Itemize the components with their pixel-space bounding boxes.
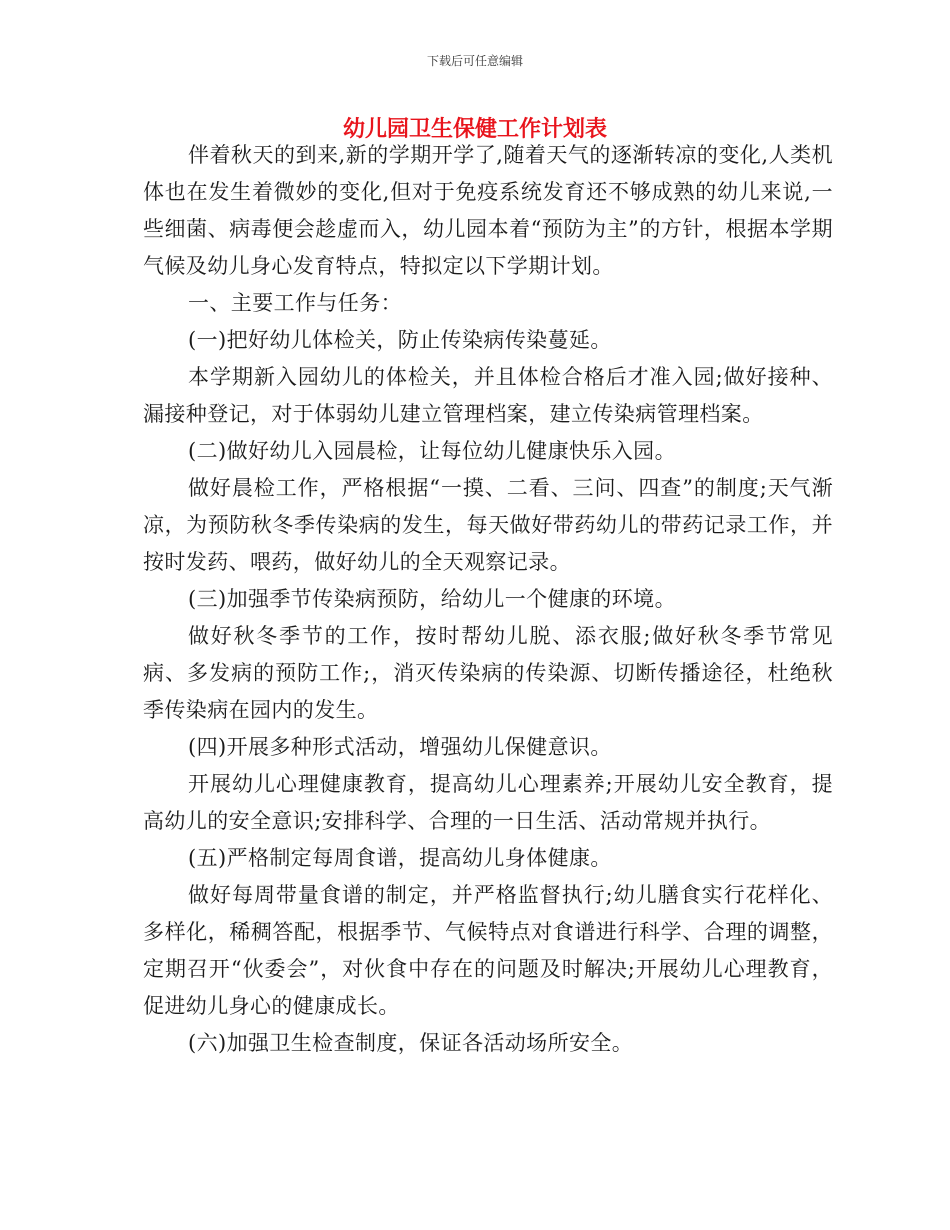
subsection-heading-1: (一)把好幼儿体检关，防止传染病传染蔓延。 xyxy=(188,328,612,352)
section-heading-main-tasks: 一、主要工作与任务： xyxy=(188,291,402,315)
subsection-body-1: 本学期新入园幼儿的体检关，并且体检合格后才准入园;做好接种、漏接种登记，对于体弱幼儿建立管理档案，建立传染病管理档案。 xyxy=(143,365,833,426)
subsection-body-4: 开展幼儿心理健康教育，提高幼儿心理素养;开展幼儿安全教育，提高幼儿的安全意识;安排科学、合理的一日生活、活动常规并执行。 xyxy=(143,772,833,833)
subsection-heading-5: (五)严格制定每周食谱，提高幼儿身体健康。 xyxy=(188,846,612,870)
subsection-heading-6: (六)加强卫生检查制度，保证各活动场所安全。 xyxy=(188,1031,634,1055)
subsection-heading-4: (四)开展多种形式活动，增强幼儿保健意识。 xyxy=(188,735,612,759)
page-header-note: 下载后可任意编辑 xyxy=(426,54,523,68)
subsection-body-5: 做好每周带量食谱的制定，并严格监督执行;幼儿膳食实行花样化、多样化，稀稠答配，根据季节、气候特点对食谱进行科学、合理的调整，定期召开“伙委会”，对伙食中存在的问题及时解决;开展幼儿心理教育，促进幼儿身心的健康成长。 xyxy=(143,883,833,1018)
subsection-heading-2: (二)做好幼儿入园晨检，让每位幼儿健康快乐入园。 xyxy=(188,439,676,463)
subsection-body-3: 做好秋冬季节的工作，按时帮幼儿脱、添衣服;做好秋冬季节常见病、多发病的预防工作;，消灭传染病的传染源、切断传播途径，杜绝秋季传染病在园内的发生。 xyxy=(143,624,833,722)
intro-paragraph: 伴着秋天的到来,新的学期开学了,随着天气的逐渐转凉的变化,人类机体也在发生着微妙的变化,但对于免疫系统发育还不够成熟的幼儿来说,一些细菌、病毒便会趁虚而入，幼儿园本着“预防为主”的方针，根据本学期气候及幼儿身心发育特点，特拟定以下学期计划。 xyxy=(143,143,833,278)
subsection-body-2: 做好晨检工作，严格根据“一摸、二看、三问、四查”的制度;天气渐凉，为预防秋冬季传染病的发生，每天做好带药幼儿的带药记录工作，并按时发药、喂药，做好幼儿的全天观察记录。 xyxy=(143,476,833,574)
subsection-heading-3: (三)加强季节传染病预防，给幼儿一个健康的环境。 xyxy=(188,587,676,611)
document-title: 幼儿园卫生保健工作计划表 xyxy=(342,117,607,142)
document-body xyxy=(143,137,833,1062)
